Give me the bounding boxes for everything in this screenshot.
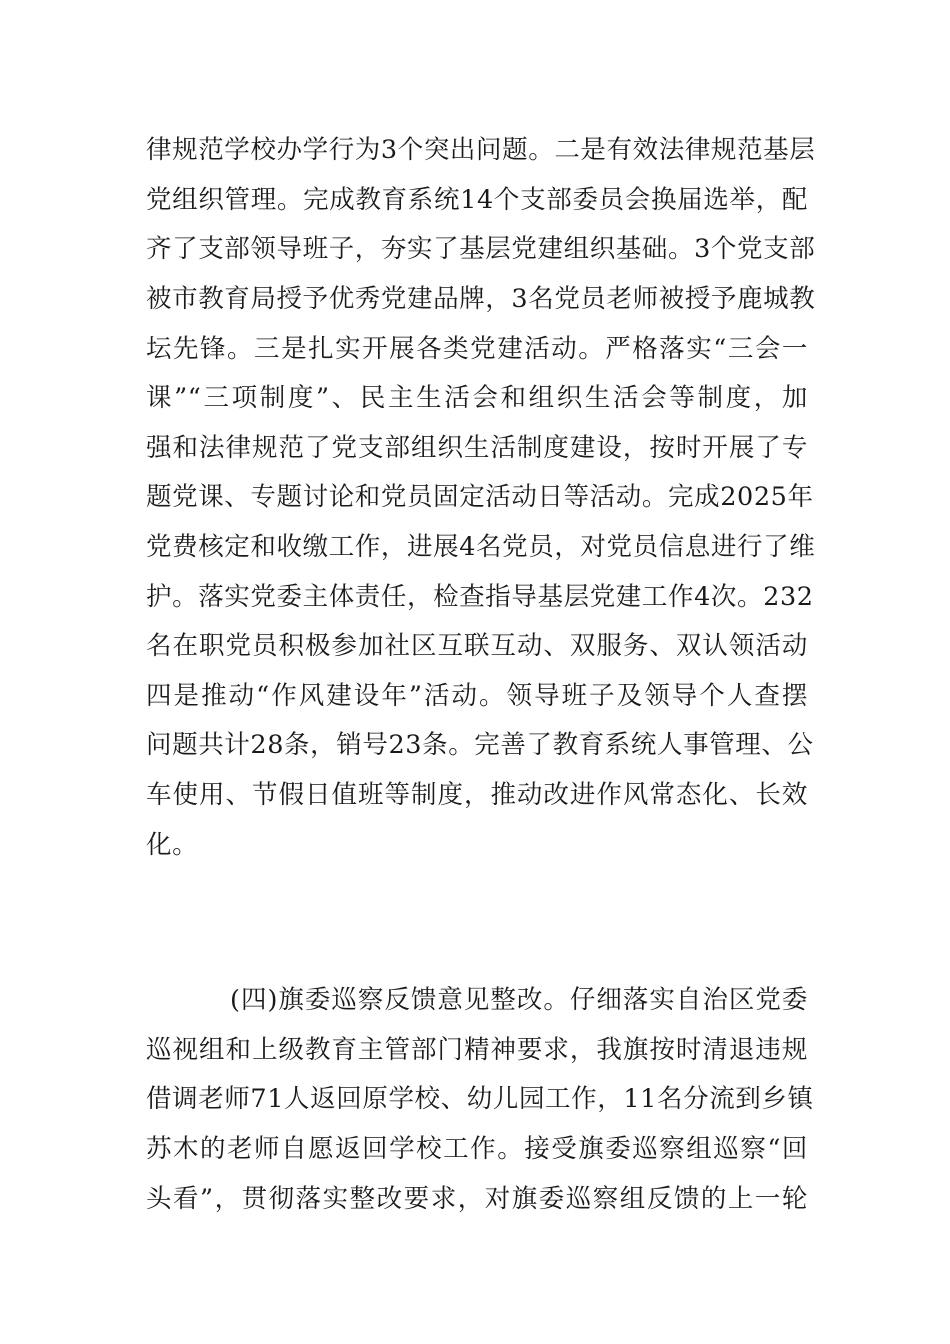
paragraph-heading-line: (四)旗委巡察反馈意见整改。仔细落实自治区党委	[230, 985, 808, 1015]
paragraph-line: 问题共计28条，销号23条。完善了教育系统人事管理、公	[146, 730, 814, 760]
paragraph-line: 苏木的老师自愿返回学校工作。接受旗委巡察组巡察“回	[146, 1134, 808, 1164]
paragraph-line: 课”“三项制度”、民主生活会和组织生活会等制度，加	[146, 383, 808, 413]
paragraph-line: 强和法律规范了党支部组织生活制度建设，按时开展了专	[146, 433, 808, 463]
paragraph-line: 名在职党员积极参加社区互联互动、双服务、双认领活动	[146, 631, 808, 661]
paragraph-line: 坛先锋。三是扎实开展各类党建活动。严格落实“三会一	[146, 334, 808, 364]
paragraph-line: 齐了支部领导班子，夯实了基层党建组织基础。3个党支部	[146, 234, 816, 264]
paragraph-line-last: 化。	[146, 830, 199, 860]
paragraph-line: 党组织管理。完成教育系统14个支部委员会换届选举，配	[146, 185, 808, 215]
paragraph-line: 被市教育局授予优秀党建品牌，3名党员老师被授予鹿城教	[146, 284, 816, 314]
paragraph-line: 党费核定和收缴工作，进展4名党员，对党员信息进行了维	[146, 532, 816, 562]
paragraph-line: 头看”，贯彻落实整改要求，对旗委巡察组反馈的上一轮	[146, 1184, 808, 1214]
paragraph-line: 律规范学校办学行为3个突出问题。二是有效法律规范基层	[146, 135, 816, 165]
paragraph-line: 巡视组和上级教育主管部门精神要求，我旗按时清退违规	[146, 1035, 808, 1065]
paragraph-line: 题党课、专题讨论和党员固定活动日等活动。完成2025年	[146, 482, 814, 512]
paragraph-line: 借调老师71人返回原学校、幼儿园工作，11名分流到乡镇	[146, 1084, 814, 1114]
paragraph-line: 四是推动“作风建设年”活动。领导班子及领导个人查摆	[146, 681, 808, 711]
paragraph-line: 护。落实党委主体责任，检查指导基层党建工作4次。232	[146, 582, 814, 612]
paragraph-line: 车使用、节假日值班等制度，推动改进作风常态化、长效	[146, 780, 808, 810]
